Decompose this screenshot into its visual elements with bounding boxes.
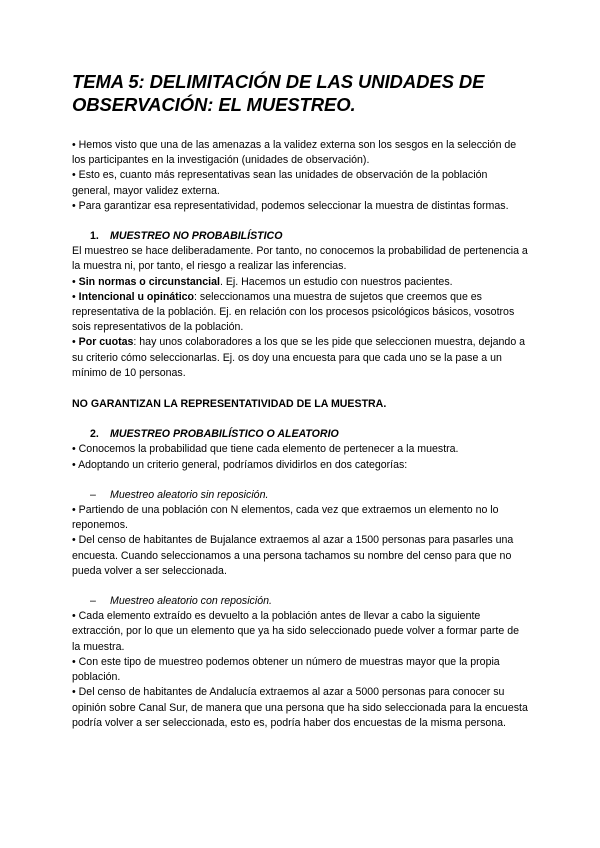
intro-paragraph-1: • Hemos visto que una de las amenazas a la validez externa son los sesgos en la selección de los participantes en la investigación (unidades de observación). [72, 139, 517, 167]
section-1-heading [90, 229, 528, 244]
section-2-number: 2. [90, 428, 99, 441]
subsection-2-line-2: • Con este tipo de muestreo podemos obtener un número de muestras mayor que la propia población. [72, 655, 500, 684]
section-2-line-1: • Conocemos la probabilidad que tiene cada elemento de pertenecer a la muestra. [72, 443, 459, 456]
section-2-title: MUESTREO PROBABILÍSTICO O ALEATORIO [110, 428, 339, 441]
section-1-paragraph: El muestreo se hace deliberadamente. Por tanto, no conocemos la probabilidad de pertenencia a la muestra ni, por tanto, el riesgo a realizar las inferencias. [72, 245, 528, 273]
subsection-2-heading [90, 594, 528, 609]
document-page [72, 70, 528, 731]
subsection-1-line-2: • Del censo de habitantes de Bujalance extraemos al azar a 1500 personas para pasarles una encuesta. Cuando seleccionamos a una persona tachamos su nombre del censo para que no pueda volver a ser seleccionada. [72, 534, 514, 577]
subsection-2-line-1: • Cada elemento extraído es devuelto a la población antes de llevar a cabo la siguiente extracción, por lo que un elemento que ya ha sido seleccionado puede volver a formar parte de la muestra. [72, 610, 519, 653]
intro-paragraph-3: • Para garantizar esa representatividad, podemos seleccionar la muestra de distintas formas. [72, 199, 509, 212]
item-term: Sin normas o circunstancial [78, 275, 220, 288]
subsection-2-line-3: • Del censo de habitantes de Andalucía extraemos al azar a 5000 personas para conocer su opinión sobre Canal Sur, de manera que una persona que ha sido seleccionada para la encuesta podría volver a ser seleccionada, esto es, podría haber dos encuestas de la misma persona. [72, 686, 528, 729]
subsection-2-title: Muestreo aleatorio con reposición. [110, 595, 272, 608]
subsection-1-title: Muestreo aleatorio sin reposición. [110, 488, 269, 501]
subsection-1-dash: – [90, 488, 96, 501]
section-1-title: MUESTREO NO PROBABILÍSTICO [110, 230, 283, 243]
intro-block [72, 138, 528, 214]
section-2-heading [90, 427, 528, 442]
item-term: Intencional u opinático [78, 290, 195, 303]
subsection-2-dash: – [90, 595, 96, 608]
warning-banner: NO GARANTIZAN LA REPRESENTATIVIDAD DE LA MUESTRA. [72, 398, 387, 411]
subsection-1-line-1: • Partiendo de una población con N elementos, cada vez que extraemos un elemento no lo reponemos. [72, 504, 499, 532]
section-1-item-3: • Por cuotas: hay unos colaboradores a los que se les pide que seleccionen muestra, dejando a su criterio cómo seleccionarlas. Ej. os doy una encuesta para que cada uno se la pase a un mínimo de 10 personas. [72, 336, 526, 379]
page-title: TEMA 5: DELIMITACIÓN DE LAS UNIDADES DE OBSERVACIÓN: EL MUESTREO. [72, 71, 485, 115]
item-term: Por cuotas [78, 336, 134, 349]
section-1-number: 1. [90, 230, 99, 243]
intro-paragraph-2: • Esto es, cuanto más representativas sean las unidades de observación de la población general, mayor validez externa. [72, 169, 488, 197]
subsection-1-heading [90, 488, 528, 503]
section-1-item-2: • Intencional u opinático: seleccionamos una muestra de sujetos que creemos que es representativa de la población. Ej. en relación con los procesos psicológicos básicos, vosotros sois representativos de la población. [72, 290, 515, 334]
section-2-line-2: • Adoptando un criterio general, podríamos dividirlos en dos categorías: [72, 458, 408, 471]
section-1-item-1: • Sin normas o circunstancial. Ej. Hacemos un estudio con nuestros pacientes. [72, 275, 453, 288]
